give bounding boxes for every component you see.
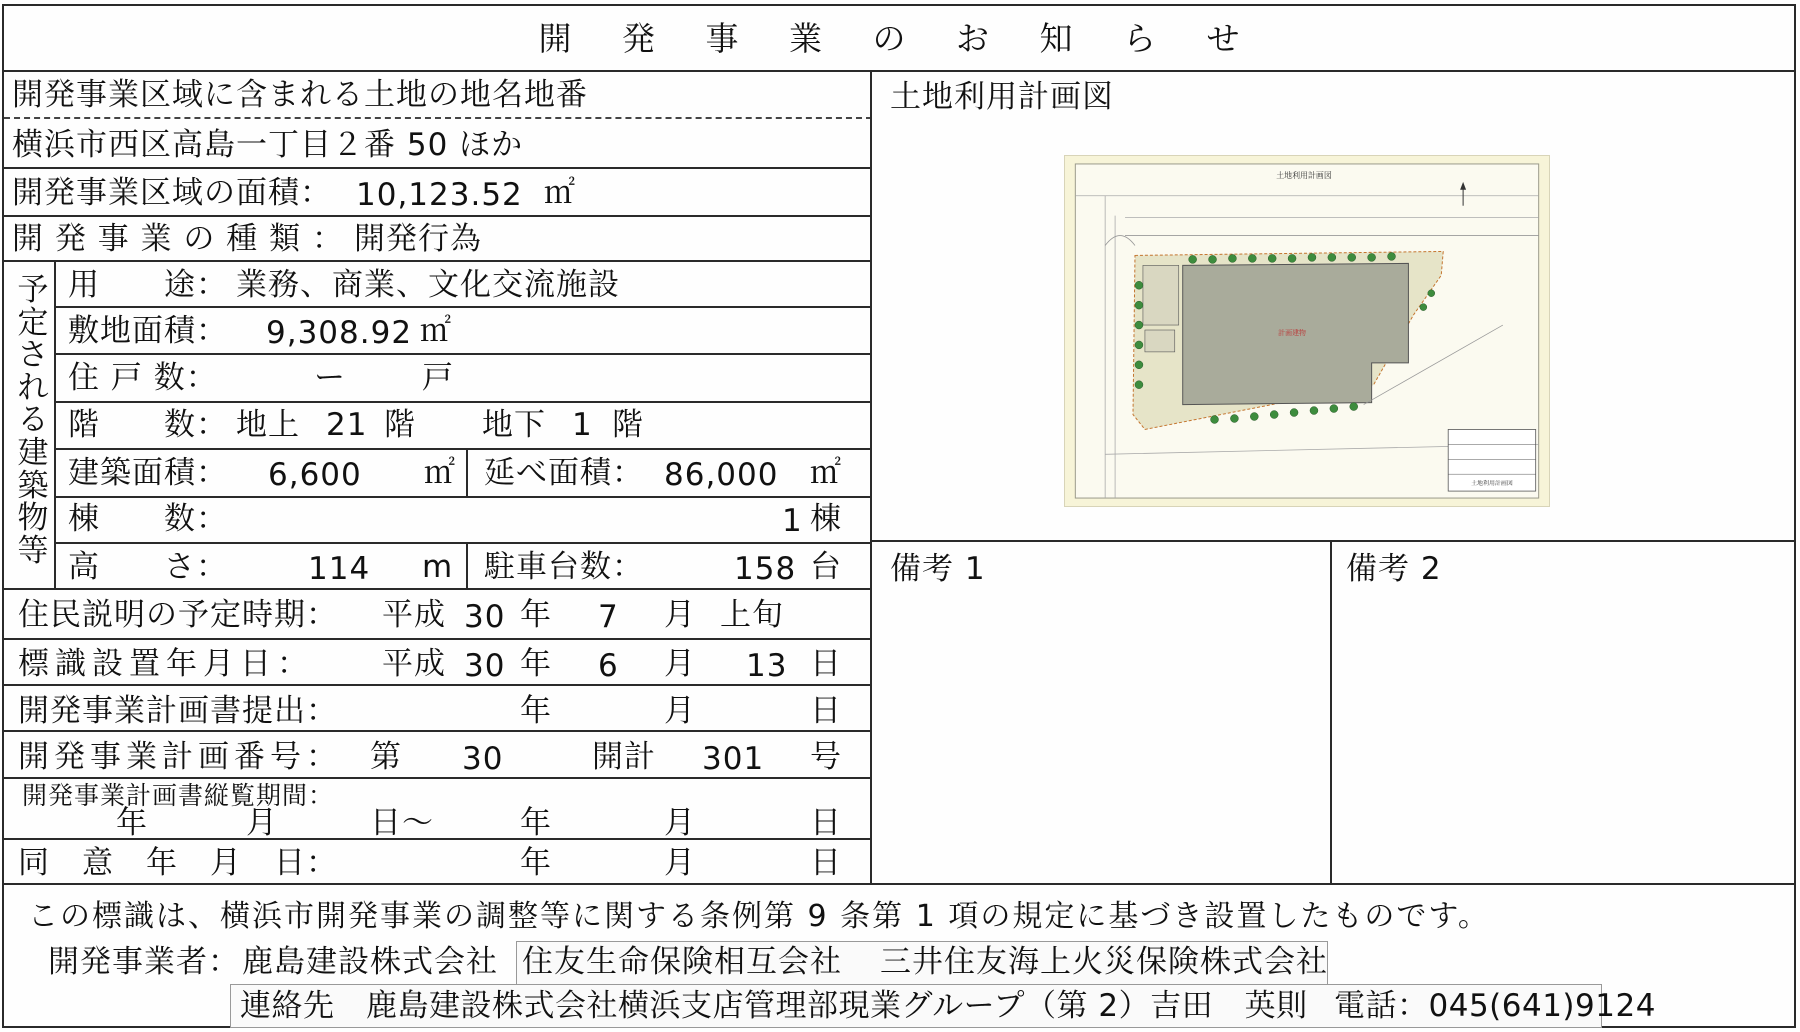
plan-number-prefix: 第 <box>370 739 402 775</box>
sign-date-era: 平成 <box>382 646 446 682</box>
remarks-1: 備考 1 <box>890 551 986 587</box>
parking-unit: 台 <box>810 549 842 585</box>
sign-date-month-unit: 月 <box>664 646 696 682</box>
land-use-map <box>1064 155 1550 507</box>
vertical-label-char: 築 <box>17 467 49 504</box>
explanation-month-unit: 月 <box>664 597 696 633</box>
parking-value: 158 <box>734 551 797 587</box>
parking-label: 駐車台数： <box>484 549 644 585</box>
count-value: 1 <box>782 503 803 539</box>
plan-submit-month: 月 <box>664 693 696 729</box>
area-unit: ㎡ <box>544 175 576 211</box>
map-title: 土地利用計画図 <box>1276 170 1332 180</box>
site-area-unit: ㎡ <box>420 313 452 349</box>
map-building-label: 計画建物 <box>1278 328 1306 337</box>
footer-notice: この標識は、横浜市開発事業の調整等に関する条例第 9 条第 1 項の規定に基づき設置したものです。 <box>28 899 1490 934</box>
review-period-year2: 年 <box>520 805 552 841</box>
count-unit: 棟 <box>810 501 842 537</box>
sign-date-label: 標識設置年月日： <box>18 646 314 682</box>
notice-board <box>2 4 1796 1028</box>
vertical-label-char: 予 <box>17 272 49 308</box>
place-label: 開発事業区域に含まれる土地の地名地番 <box>12 77 588 113</box>
map-legend-label: 土地利用計画図 <box>1471 480 1513 488</box>
plan-submit-year: 年 <box>520 693 552 729</box>
floors-above-label: 地上 <box>236 407 300 443</box>
floor-area-unit: ㎡ <box>810 455 842 491</box>
planned-building-vertical-label <box>14 274 52 567</box>
consent-month: 月 <box>664 845 696 881</box>
review-period-day-from: 日～ <box>370 805 434 841</box>
plan-number-suffix: 号 <box>810 739 842 775</box>
vertical-label-char: さ <box>17 337 49 374</box>
explanation-month: 7 <box>598 599 619 635</box>
plan-number-num1: 30 <box>462 741 504 777</box>
sign-date-year-unit: 年 <box>520 646 552 682</box>
floors-below-label: 地下 <box>482 407 546 443</box>
plan-submit-day: 日 <box>810 693 842 729</box>
plan-number-label: 開発事業計画番号： <box>18 739 342 775</box>
review-period-year: 年 <box>116 805 148 841</box>
site-area-label: 敷地面積： <box>68 313 228 349</box>
explanation-label: 住民説明の予定時期： <box>18 597 338 633</box>
height-value: 114 <box>308 551 371 587</box>
place-value: 横浜市西区高島一丁目２番 50 ほか <box>12 127 524 163</box>
sign-date-year: 30 <box>464 648 506 684</box>
plan-number-mid: 開計 <box>592 739 656 775</box>
households-value: ー <box>314 360 346 396</box>
households-label: 住 戸 数： <box>68 360 218 396</box>
households-unit: 戸 <box>422 360 454 396</box>
explanation-year-unit: 年 <box>520 597 552 633</box>
developer-2: 住友生命保険相互会社 <box>522 944 842 980</box>
review-period-month: 月 <box>246 805 278 841</box>
sign-date-day-unit: 日 <box>810 646 842 682</box>
contact-info: 連絡先 鹿島建設株式会社横浜支店管理部現業グループ（第 2）吉田 英則 <box>240 988 1308 1024</box>
floor-area-value: 86,000 <box>664 457 779 493</box>
building-area-unit: ㎡ <box>424 455 456 491</box>
area-value: 10,123.52 <box>356 177 523 213</box>
site-area-value: 9,308.92 <box>266 315 413 351</box>
sign-date-day: 13 <box>746 648 788 684</box>
developer-1: 鹿島建設株式会社 <box>242 944 498 980</box>
developer-3: 三井住友海上火災保険株式会社 <box>880 944 1328 980</box>
use-label: 用 途： <box>68 267 228 303</box>
sign-date-month: 6 <box>598 648 619 684</box>
floors-above-value: 21 <box>326 407 368 443</box>
vertical-label-char: 等 <box>17 532 49 569</box>
height-label: 高 さ： <box>68 549 228 585</box>
count-label: 棟 数： <box>68 501 228 537</box>
floors-below-unit: 階 <box>612 407 644 443</box>
building-area-label: 建築面積： <box>68 455 228 491</box>
type-label: 開 発 事 業 の 種 類 ： <box>12 221 344 257</box>
developer-label: 開発事業者： <box>48 944 240 980</box>
consent-year: 年 <box>520 845 552 881</box>
vertical-label-char: 定 <box>17 304 49 341</box>
type-value: 開発行為 <box>354 221 482 257</box>
floors-below-value: 1 <box>572 407 593 443</box>
review-period-day2: 日 <box>810 805 842 841</box>
height-unit: m <box>422 549 454 585</box>
vertical-label-char: 物 <box>17 500 49 537</box>
plan-number-num2: 301 <box>702 741 765 777</box>
review-period-month2: 月 <box>664 805 696 841</box>
vertical-label-char: る <box>17 402 49 439</box>
vertical-label-char: れ <box>17 369 49 406</box>
use-value: 業務、商業、文化交流施設 <box>236 267 620 303</box>
notice-title: 開 発 事 業 の お 知 ら せ <box>538 19 1260 58</box>
floor-area-label: 延べ面積： <box>484 455 644 491</box>
consent-day: 日 <box>810 845 842 881</box>
consent-label: 同 意 年 月 日： <box>18 845 338 881</box>
building-area-value: 6,600 <box>268 457 362 493</box>
plan-submit-label: 開発事業計画書提出： <box>18 693 338 729</box>
floors-above-unit: 階 <box>384 407 416 443</box>
explanation-era: 平成 <box>382 597 446 633</box>
vertical-label-char: 建 <box>17 434 49 471</box>
review-period-label: 開発事業計画書縦覧期間： <box>22 781 335 810</box>
contact-phone: 電話：045(641)9124 <box>1334 988 1656 1024</box>
remarks-2: 備考 2 <box>1346 551 1442 587</box>
floors-label: 階 数： <box>68 407 228 443</box>
explanation-year: 30 <box>464 599 506 635</box>
explanation-day: 上旬 <box>720 597 784 633</box>
land-use-label: 土地利用計画図 <box>890 79 1114 115</box>
land-use-map-drawing <box>1065 156 1549 506</box>
area-label: 開発事業区域の面積： <box>12 175 332 211</box>
